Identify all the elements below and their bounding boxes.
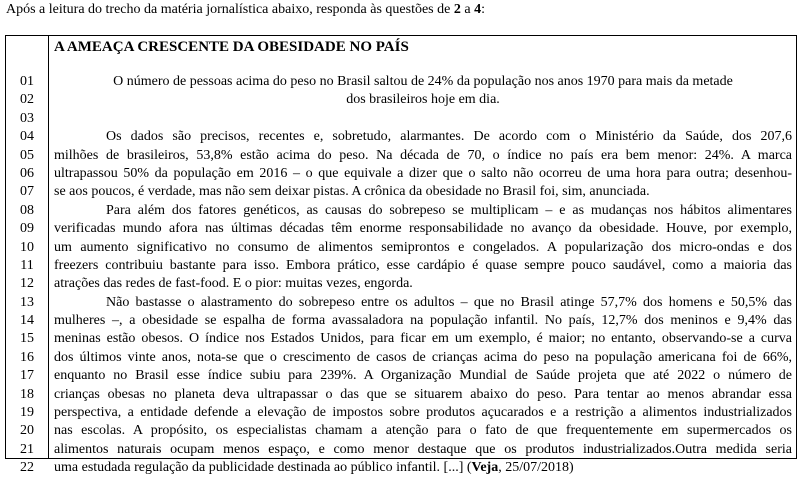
line-number: 01 bbox=[20, 74, 34, 89]
line-number: 10 bbox=[20, 239, 34, 255]
article-line bbox=[54, 147, 792, 165]
article-line bbox=[54, 239, 792, 257]
article-line-text: uma estudada regulação da publicidade destinada ao público infantil. [...] ( bbox=[54, 460, 472, 476]
article-line-text: Não bastasse o alastramento do sobrepeso entre os adultos – que no Brasil atinge 57,7% dos homens e 50,5% das bbox=[106, 294, 792, 310]
article-line bbox=[54, 220, 792, 238]
line-number: 08 bbox=[20, 202, 34, 218]
article-line bbox=[54, 110, 792, 128]
article-line bbox=[54, 275, 792, 293]
source-name: Veja bbox=[471, 460, 499, 476]
article-line bbox=[54, 183, 792, 201]
article-line bbox=[54, 165, 792, 183]
article-line-text: atrações das redes de fast-food. E o pior: muitas vezes, engorda. bbox=[54, 276, 413, 292]
article-line-text: O número de pessoas acima do peso no Brasil saltou de 24% da população nos anos 1970 para mais da metade bbox=[113, 74, 733, 89]
line-number: 18 bbox=[20, 386, 34, 402]
line-number-divider bbox=[48, 36, 49, 458]
article-line-text: Para além dos fatores genéticos, as causas do sobrepeso se multiplicam – e as mudanças nos hábitos alimentares bbox=[106, 202, 792, 218]
article-body bbox=[54, 73, 792, 478]
line-number: 07 bbox=[20, 184, 34, 200]
question-end: 4 bbox=[474, 2, 482, 17]
article-box bbox=[5, 35, 797, 476]
article-line-text: nas escolas. A propósito, os especialistas chamam a atenção para o fato de que frequentemente em supermercados os bbox=[54, 423, 792, 439]
article-line bbox=[54, 386, 792, 404]
article-line-text: um aumento significativo no consumo de alimentos semiprontos e congelados. A popularização dos micro-ondas e dos bbox=[54, 239, 792, 255]
article-line bbox=[54, 441, 792, 459]
article-line-text: meninas estão obesos. O índice nos Estados Unidos, para ficar em um exemplo, é maior; no entanto, observando-se a curva bbox=[54, 331, 792, 347]
instruction-prefix: Após a leitura do trecho da matéria jornalística abaixo, responda às questões de bbox=[6, 2, 454, 17]
line-number: 15 bbox=[20, 331, 34, 347]
article-line bbox=[54, 202, 792, 220]
article-line bbox=[54, 422, 792, 440]
line-number: 11 bbox=[20, 257, 34, 273]
line-number: 20 bbox=[20, 423, 34, 439]
article-line-text: perspectiva, a entidade defende a elevação de impostos sobre produtos açucarados e a restrição a alimentos industrializados bbox=[54, 405, 792, 421]
line-number: 04 bbox=[20, 129, 34, 145]
article-line bbox=[54, 330, 792, 348]
article-line bbox=[54, 312, 792, 330]
article-line bbox=[54, 91, 792, 109]
article-line-text: milhões de brasileiros, 53,8% estão acima do peso. Na década de 70, o índice no país era bem menor: 24%. A marca bbox=[54, 147, 792, 163]
source-date: , 25/07/2018) bbox=[498, 460, 574, 476]
article-line-text: Os dados são precisos, recentes e, sobretudo, alarmantes. De acordo com o Ministério da Saúde, dos 207,6 bbox=[106, 129, 792, 145]
article-line-text: crianças obesas no planeta deva ultrapassar o das que se situarem abaixo do peso. Para tentar ao menos abrandar essa bbox=[54, 386, 792, 402]
article-line-text: freezers contribuiu bastante para isso. Embora prático, esse cardápio é quase sempre pouco saudável, como a maioria das bbox=[54, 257, 792, 273]
article-line bbox=[54, 404, 792, 422]
article-line bbox=[54, 128, 792, 146]
article-line-text: se aos poucos, é verdade, mas não sem deixar pistas. A crônica da obesidade no Brasil foi, sim, anunciada. bbox=[54, 184, 650, 200]
article-line bbox=[54, 73, 792, 91]
article-line bbox=[54, 257, 792, 275]
line-number: 05 bbox=[20, 147, 34, 163]
article-line-text: dos brasileiros hoje em dia. bbox=[346, 92, 500, 108]
line-number: 13 bbox=[20, 294, 34, 310]
article-line-text: dos últimos vinte anos, nota-se que o crescimento de casos de crianças acima do peso na população americana foi de 66%, bbox=[54, 349, 792, 365]
line-number-column bbox=[6, 73, 48, 478]
article-line-text: verificadas mundo afora nas últimas décadas têm enorme responsabilidade no avanço da obesidade. Houve, por exemplo, bbox=[54, 221, 792, 237]
article-title: A AMEAÇA CRESCENTE DA OBESIDADE NO PAÍS bbox=[54, 39, 409, 55]
line-number: 12 bbox=[20, 276, 34, 292]
line-number: 19 bbox=[20, 405, 34, 421]
line-number: 03 bbox=[20, 110, 34, 126]
article-line-text: ultrapassou 50% da população em 2016 – o que equivale a dizer que o salto não ocorreu de uma hora para outra; desenhou- bbox=[54, 165, 792, 181]
question-start: 2 bbox=[453, 2, 461, 17]
line-number: 22 bbox=[20, 460, 34, 476]
line-number: 06 bbox=[20, 165, 34, 181]
line-number: 02 bbox=[20, 92, 34, 108]
article-line bbox=[54, 367, 792, 385]
article-line bbox=[54, 349, 792, 367]
line-number: 21 bbox=[20, 441, 34, 457]
instruction-text bbox=[6, 2, 485, 18]
line-number: 17 bbox=[20, 368, 34, 384]
line-number: 09 bbox=[20, 221, 34, 237]
line-number: 16 bbox=[20, 349, 34, 365]
article-line-text: mulheres –, a obesidade se espalha de forma avassaladora na população infantil. No país, 12,7% dos meninos e 9,4% das bbox=[54, 313, 792, 329]
line-number: 14 bbox=[20, 313, 34, 329]
instruction-connector: a bbox=[460, 2, 475, 17]
article-line-text: enquanto no Brasil esse índice subiu para 239%. A Organização Mundial de Saúde projeta que até 2022 o número de bbox=[54, 368, 792, 384]
article-line bbox=[54, 294, 792, 312]
instruction-suffix: : bbox=[481, 2, 485, 17]
article-line-text: alimentos naturais ocupam menos espaço, e como menor destaque que os produtos industrializados.Outra medida seria bbox=[54, 441, 792, 457]
